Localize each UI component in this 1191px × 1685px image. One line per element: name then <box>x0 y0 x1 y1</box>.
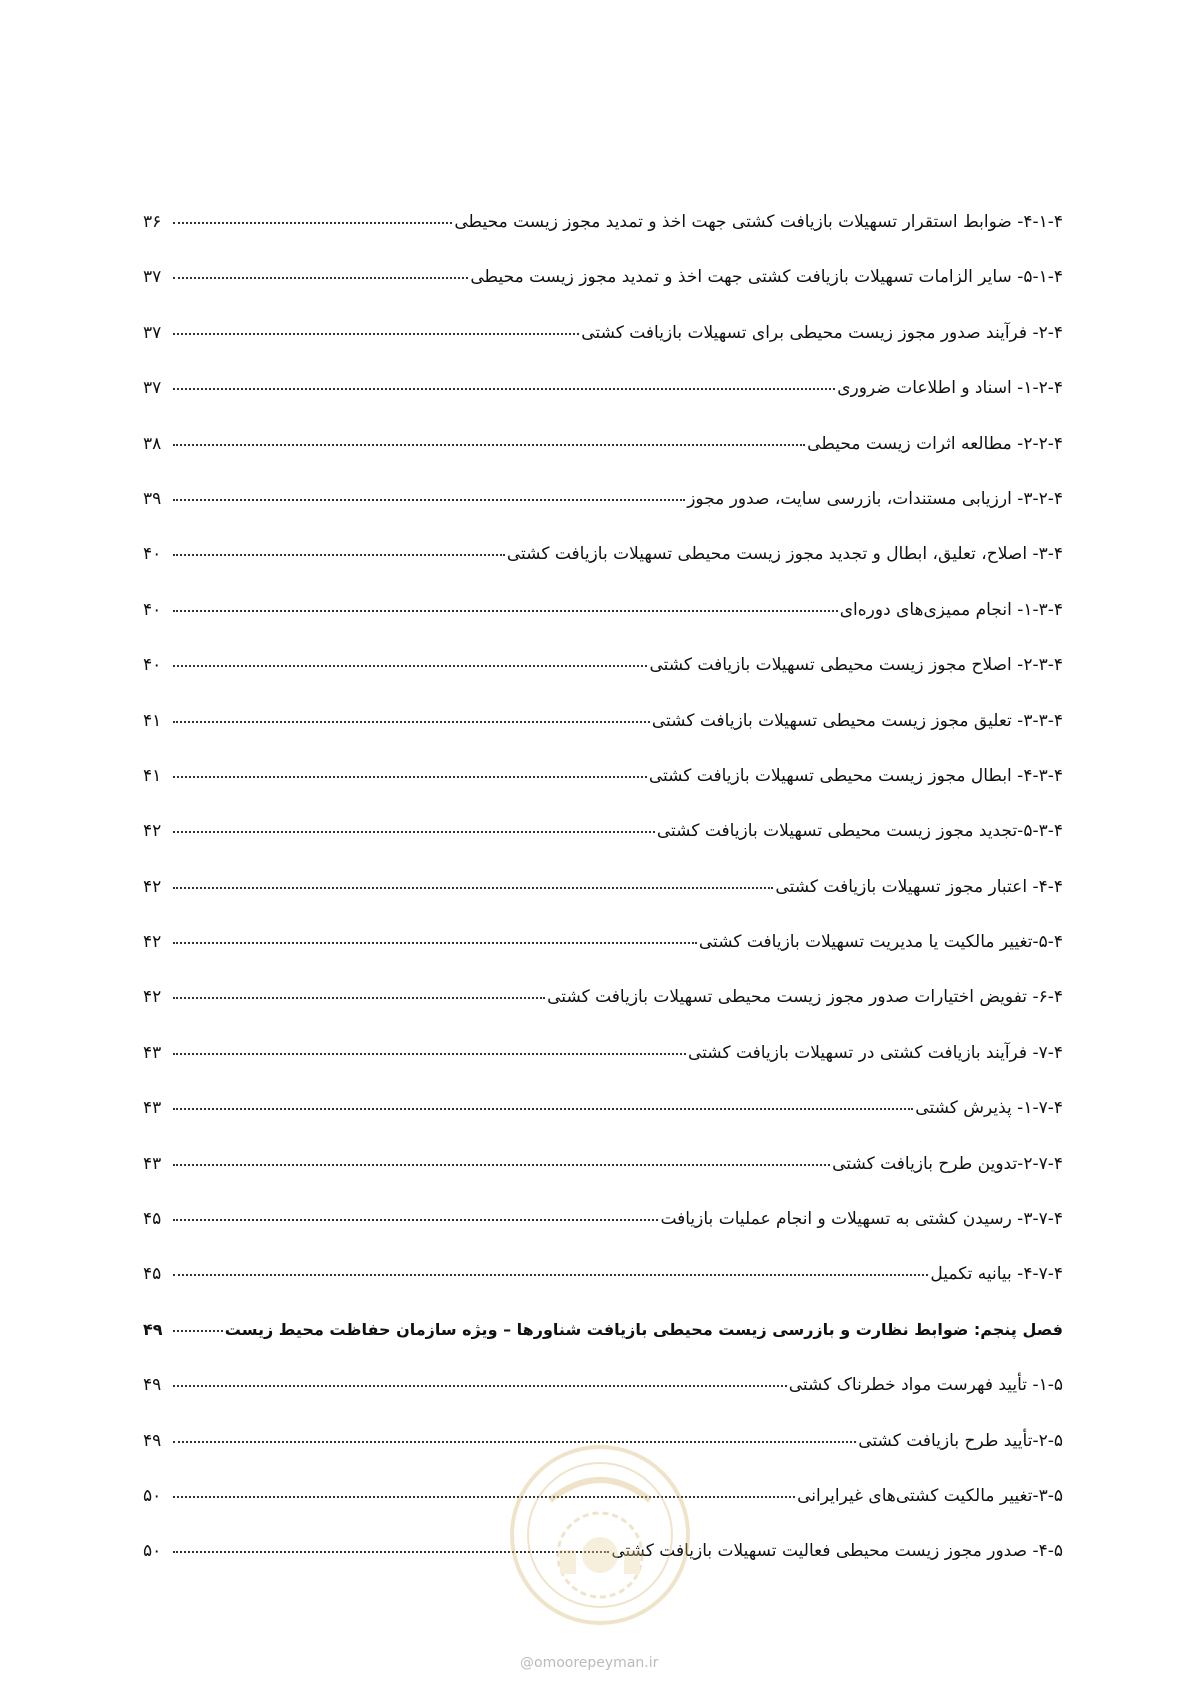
toc-entry-title: ۲-۲-۴- مطالعه اثرات زیست محیطی <box>807 433 1063 454</box>
toc-entry[interactable] <box>143 932 1063 987</box>
watermark-url: @omoorepeyman.ir <box>520 1655 659 1671</box>
toc-entry-title: ۲-۵-تأیید طرح بازیافت کشتی <box>858 1430 1063 1451</box>
toc-entry-page: ۴۲ <box>143 876 162 897</box>
toc-entry-page: ۳۹ <box>143 488 162 509</box>
toc-entry[interactable] <box>143 877 1063 932</box>
toc-entry[interactable] <box>143 1375 1063 1430</box>
toc-entry-page: ۴۹ <box>143 1319 163 1339</box>
leader-dots <box>173 333 579 335</box>
toc-entry[interactable] <box>143 544 1063 599</box>
toc-entry-title: ۱-۷-۴- پذیرش کشتی <box>915 1098 1063 1119</box>
toc-entry[interactable] <box>143 1264 1063 1319</box>
toc-entry-title: ۱-۳-۴- انجام ممیزی‌های دوره‌ای <box>839 599 1063 620</box>
leader-dots <box>173 277 468 279</box>
toc-entry-page: ۴۹ <box>143 1430 162 1451</box>
toc-entry[interactable] <box>143 434 1063 489</box>
leader-dots <box>173 997 545 999</box>
toc-entry-page: ۴۱ <box>143 710 162 731</box>
toc-entry-page: ۴۱ <box>143 765 162 786</box>
toc-entry-page: ۴۲ <box>143 987 162 1008</box>
watermark-stamp-logo <box>505 1440 695 1630</box>
toc-entry-title: ۶-۴- تفویض اختیارات صدور مجوز زیست محیطی تسهیلات بازیافت کشتی <box>547 987 1063 1008</box>
leader-dots <box>173 1164 830 1166</box>
toc-entry-title: ۳-۳-۴- تعلیق مجوز زیست محیطی تسهیلات بازیافت کشتی <box>651 710 1063 731</box>
leader-dots <box>173 1496 795 1498</box>
toc-entry-page: ۴۳ <box>143 1042 162 1063</box>
leader-dots <box>173 942 697 944</box>
toc-entry-page: ۴۰ <box>143 655 162 676</box>
toc-entry[interactable] <box>143 655 1063 710</box>
toc-entry-page: ۴۰ <box>143 544 162 565</box>
leader-dots <box>173 1053 686 1055</box>
leader-dots <box>173 1385 787 1387</box>
toc-entry-title: ۳-۷-۴- رسیدن کشتی به تسهیلات و انجام عملیات بازیافت <box>660 1209 1063 1230</box>
toc-entry-title: فصل پنجم: ضوابط نظارت و بازرسی زیست محیطی بازیافت شناورها – ویژه سازمان حفاظت محیط زیست <box>224 1319 1063 1339</box>
toc-entry-title: ۱-۵- تأیید فهرست مواد خطرناک کشتی <box>788 1375 1063 1396</box>
toc-entry-title: ۵-۱-۴- سایر الزامات تسهیلات بازیافت کشتی جهت اخذ و تمدید مجوز زیست محیطی <box>470 267 1063 288</box>
toc-entry-page: ۳۸ <box>143 433 162 454</box>
toc-entry-page: ۳۷ <box>143 378 162 399</box>
leader-dots <box>173 665 647 667</box>
toc-entry-page: ۴۲ <box>143 821 162 842</box>
toc-chapter-entry[interactable] <box>143 1320 1063 1375</box>
leader-dots <box>173 887 773 889</box>
toc-entry-title: ۴-۷-۴- بیانیه تکمیل <box>930 1264 1063 1285</box>
toc-entry[interactable] <box>143 711 1063 766</box>
toc-entry-page: ۵۰ <box>143 1485 162 1506</box>
toc-entry[interactable] <box>143 212 1063 267</box>
leader-dots <box>173 610 838 612</box>
toc-entry-title: ۵-۳-۴-تجدید مجوز زیست محیطی تسهیلات بازیافت کشتی <box>656 821 1063 842</box>
leader-dots <box>173 388 835 390</box>
leader-dots <box>173 1108 913 1110</box>
toc-entry-page: ۴۰ <box>143 599 162 620</box>
toc-entry-page: ۴۳ <box>143 1153 162 1174</box>
leader-dots <box>173 1330 223 1332</box>
toc-entry-title: ۴-۵- صدور مجوز زیست محیطی فعالیت تسهیلات بازیافت کشتی <box>611 1541 1063 1562</box>
toc-entry[interactable] <box>143 987 1063 1042</box>
toc-entry[interactable] <box>143 378 1063 433</box>
toc-entry[interactable] <box>143 1098 1063 1153</box>
leader-dots <box>173 554 505 556</box>
toc-entry[interactable] <box>143 821 1063 876</box>
toc-entry[interactable] <box>143 1209 1063 1264</box>
toc-entry-title: ۳-۲-۴- ارزیابی مستندات، بازرسی سایت، صدور مجوز <box>687 488 1063 509</box>
leader-dots <box>173 776 647 778</box>
toc-entry-page: ۳۷ <box>143 322 162 343</box>
toc-entry[interactable] <box>143 1043 1063 1098</box>
toc-entry[interactable] <box>143 489 1063 544</box>
toc-entry-title: ۴-۳-۴- ابطال مجوز زیست محیطی تسهیلات بازیافت کشتی <box>648 765 1063 786</box>
toc-entry-title: ۲-۷-۴-تدوین طرح بازیافت کشتی <box>832 1153 1063 1174</box>
toc-entry-title: ۴-۱-۴- ضوابط استقرار تسهیلات بازیافت کشتی جهت اخذ و تمدید مجوز زیست محیطی <box>454 212 1063 232</box>
leader-dots <box>173 831 655 833</box>
toc-entry-title: ۴-۴- اعتبار مجوز تسهیلات بازیافت کشتی <box>775 876 1063 897</box>
toc-entry-title: ۲-۴- فرآیند صدور مجوز زیست محیطی برای تسهیلات بازیافت کشتی <box>581 322 1063 343</box>
table-of-contents <box>143 212 1063 1597</box>
toc-entry-title: ۲-۳-۴- اصلاح مجوز زیست محیطی تسهیلات بازیافت کشتی <box>649 655 1063 676</box>
leader-dots <box>173 1219 658 1221</box>
leader-dots <box>173 444 805 446</box>
leader-dots <box>173 499 685 501</box>
toc-entry[interactable] <box>143 766 1063 821</box>
toc-entry-page: ۴۳ <box>143 1098 162 1119</box>
leader-dots <box>173 721 650 723</box>
toc-entry-title: ۵-۴-تغییر مالکیت یا مدیریت تسهیلات بازیافت کشتی <box>698 932 1063 953</box>
toc-entry-title: ۱-۲-۴- اسناد و اطلاعات ضروری <box>837 378 1063 399</box>
toc-entry[interactable] <box>143 267 1063 322</box>
toc-entry-title: ۳-۵-تغییر مالکیت کشتی‌های غیرایرانی <box>797 1485 1063 1506</box>
toc-entry-title: ۷-۴- فرآیند بازیافت کشتی در تسهیلات بازیافت کشتی <box>688 1042 1063 1063</box>
toc-entry-page: ۵۰ <box>143 1541 162 1562</box>
toc-entry[interactable] <box>143 600 1063 655</box>
toc-entry[interactable] <box>143 1154 1063 1209</box>
toc-entry-page: ۴۹ <box>143 1375 162 1396</box>
leader-dots <box>173 1274 928 1276</box>
toc-entry-page: ۴۵ <box>143 1264 162 1285</box>
leader-dots <box>173 222 452 224</box>
toc-entry[interactable] <box>143 323 1063 378</box>
toc-entry-page: ۳۷ <box>143 267 162 288</box>
toc-entry-title: ۳-۴- اصلاح، تعلیق، ابطال و تجدید مجوز زیست محیطی تسهیلات بازیافت کشتی <box>506 544 1063 565</box>
toc-entry-page: ۴۲ <box>143 932 162 953</box>
toc-entry-page: ۴۵ <box>143 1209 162 1230</box>
toc-entry-page: ۳۶ <box>143 212 162 232</box>
